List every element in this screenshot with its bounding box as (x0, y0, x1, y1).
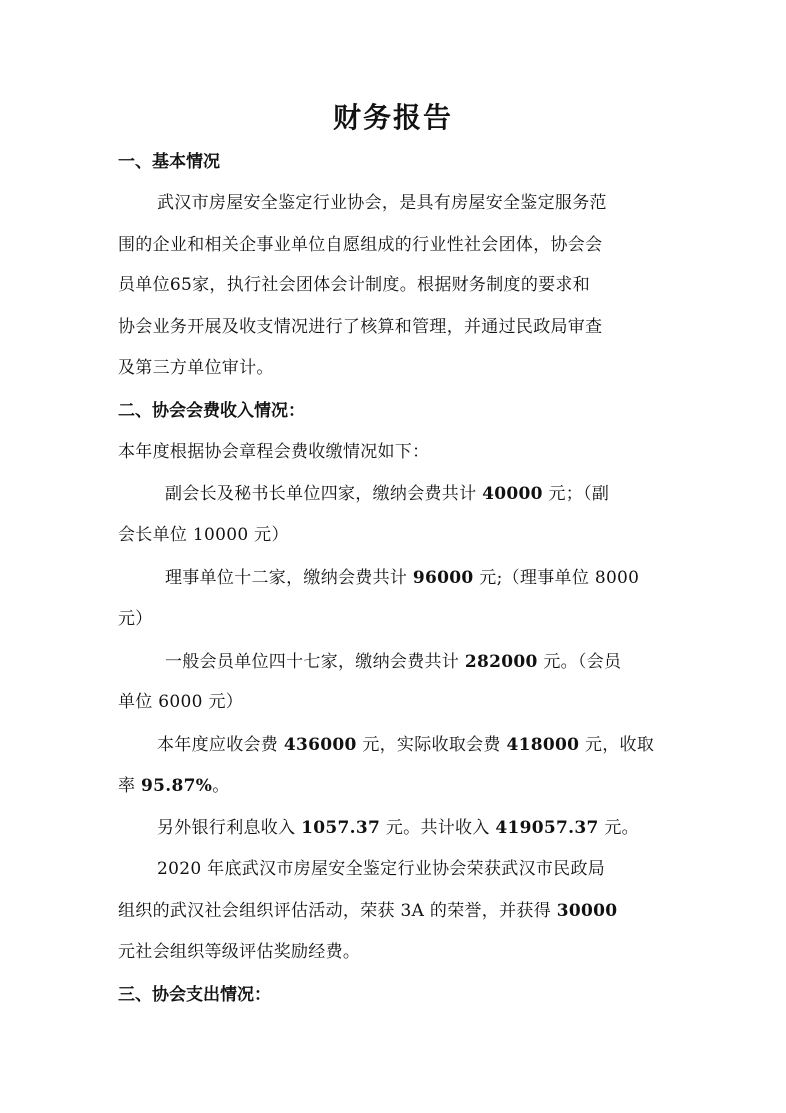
paragraph-line: 武汉市房屋安全鉴定行业协会，是具有房屋安全鉴定服务范 (157, 193, 607, 213)
vice-fee-amount: 40000 (482, 484, 543, 504)
director-fee-line (165, 563, 639, 588)
member-fee-line-2: 单位 6000 元） (118, 692, 244, 712)
section-heading-expense: 三、协会支出情况： (118, 985, 271, 1005)
paragraph-line: 围的企业和相关企事业单位自愿组成的行业性社会团体，协会会 (118, 235, 603, 255)
summary-text: 本年度应收会费 (157, 735, 279, 755)
rate-post: 。 (212, 776, 230, 796)
member-fee-line (165, 647, 621, 672)
vice-fee-post: 元；（副 (548, 484, 610, 504)
interest-amount: 1057.37 (301, 818, 381, 838)
collection-rate-line (118, 771, 230, 796)
paragraph-line: 员单位65家，执行社会团体会计制度。根据财务制度的要求和 (118, 275, 591, 295)
fee-due-amount: 436000 (283, 735, 357, 755)
total-income-amount: 419057.37 (495, 818, 599, 838)
interest-line (157, 813, 639, 838)
award-line-2 (118, 896, 617, 921)
award-line-1: 2020 年底武汉市房屋安全鉴定行业协会荣获武汉市民政局 (157, 859, 606, 879)
rate-label: 率 (118, 776, 136, 796)
intro-line: 本年度根据协会章程会费收缴情况如下： (118, 442, 430, 462)
section-heading-basic: 一、基本情况 (118, 152, 220, 172)
award-text: 组织的武汉社会组织评估活动，荣获 3A 的荣誉，并获得 (118, 901, 551, 921)
director-fee-amount: 96000 (412, 568, 474, 588)
page-title: 财务报告 (332, 101, 453, 134)
vice-fee-line-2: 会长单位 10000 元） (118, 525, 289, 545)
collection-rate: 95.87% (141, 776, 213, 796)
director-fee-text: 理事单位十二家，缴纳会费共计 (165, 568, 408, 588)
interest-text: 另外银行利息收入 (157, 818, 296, 838)
section-heading-income: 二、协会会费收入情况： (118, 401, 305, 421)
fee-summary-line (157, 730, 654, 755)
summary-text-post: 元，收取 (584, 735, 655, 755)
member-fee-post: 元。（会员 (543, 652, 622, 672)
summary-text-mid: 元，实际收取会费 (362, 735, 501, 755)
interest-text-mid: 元。共计收入 (385, 818, 490, 838)
vice-fee-line (165, 479, 609, 504)
award-line-3: 元社会组织等级评估奖励经费。 (118, 942, 361, 962)
member-fee-text: 一般会员单位四十七家，缴纳会费共计 (165, 652, 460, 672)
vice-fee-text: 副会长及秘书长单位四家，缴纳会费共计 (165, 484, 477, 504)
director-fee-post: 元;（理事单位 8000 (479, 568, 640, 588)
fee-received-amount: 418000 (506, 735, 580, 755)
paragraph-line: 协会业务开展及收支情况进行了核算和管理，并通过民政局审查 (118, 317, 603, 337)
paragraph-line: 及第三方单位审计。 (118, 358, 274, 378)
interest-text-post: 元。 (604, 818, 639, 838)
director-fee-line-2: 元） (118, 609, 153, 629)
member-fee-amount: 282000 (464, 652, 538, 672)
award-amount: 30000 (556, 901, 618, 921)
